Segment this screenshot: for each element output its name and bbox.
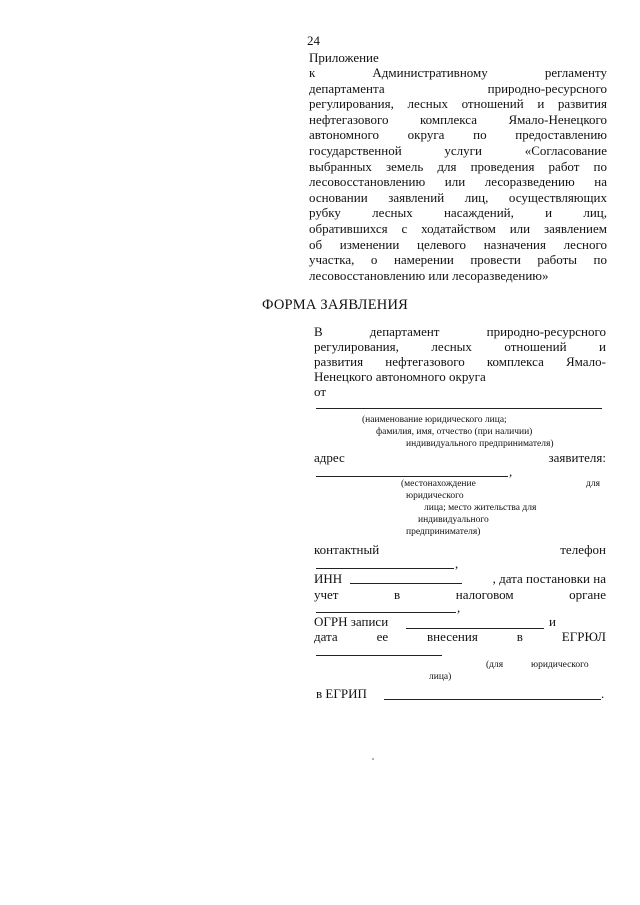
appendix-line: департамента природно-ресурсного	[309, 80, 607, 96]
appendix-line: основании заявлений лиц, осуществляющих	[309, 189, 607, 205]
date-word: внесения	[427, 629, 478, 644]
egrip-line[interactable]	[384, 699, 601, 700]
inn-line[interactable]	[350, 571, 490, 587]
appendix-line: об изменении целевого назначения лесного	[309, 236, 607, 252]
tax-date-line[interactable]	[316, 612, 456, 613]
form-title: ФОРМА ЗАЯВЛЕНИЯ	[262, 297, 408, 313]
applicant-label: заявителя:	[548, 450, 606, 465]
period: .	[601, 686, 605, 701]
tax-word: учет	[314, 587, 339, 602]
location-hint-line: лица; место жительства для	[424, 503, 537, 513]
legal-hint-word: юридического	[531, 660, 589, 670]
address-label: адрес	[314, 450, 345, 465]
address-line[interactable]	[316, 476, 508, 477]
appendix-line: участка, о намерении провести работы по	[309, 252, 607, 268]
inn-row	[314, 571, 606, 587]
location-hint-start: (местонахождение	[401, 479, 476, 489]
legal-hint-end: лица)	[429, 672, 452, 682]
ogrn-label: ОГРН записи	[314, 614, 389, 629]
appendix-line: к Административному регламенту	[309, 65, 607, 80]
date-word: ЕГРЮЛ	[561, 629, 606, 644]
appendix-line: автономного округа по предоставлению	[309, 127, 607, 143]
addressee-line: Ненецкого автономного округа	[314, 369, 486, 384]
name-hint-line: фамилия, имя, отчество (при наличии)	[376, 427, 533, 437]
from-label: от	[314, 384, 327, 399]
inn-label: ИНН	[314, 571, 343, 586]
addressee-block	[314, 324, 606, 384]
legal-hint-word: (для	[486, 660, 504, 670]
date-word: в	[516, 629, 523, 644]
date-word: ее	[376, 629, 389, 644]
location-hint-line: индивидуального	[418, 515, 489, 525]
egrip-label: в ЕГРИП	[316, 686, 367, 701]
phone-label: телефон	[560, 542, 606, 557]
egrul-date-line[interactable]	[316, 655, 442, 656]
location-hint-line: юридического	[406, 491, 464, 501]
applicant-name-line[interactable]	[316, 408, 602, 409]
addressee-line: В департамент природно-ресурсного	[314, 324, 606, 339]
appendix-line: нефтегазового комплекса Ямало-Ненецкого	[309, 111, 607, 127]
scan-speck	[372, 758, 374, 760]
egrul-row	[314, 629, 606, 645]
location-hint-for: для	[586, 479, 600, 489]
date-word: дата	[314, 629, 338, 644]
contact-row	[314, 542, 606, 558]
appendix-line: обратившихся с ходатайством или заявлением	[309, 220, 607, 236]
tax-word: налоговом	[455, 587, 514, 602]
page-number: 24	[307, 33, 320, 48]
name-hint-line: (наименование юридического лица;	[362, 415, 507, 425]
appendix-line: лесовосстановлению или лесоразведению»	[309, 267, 549, 283]
appendix-line: регулирования, лесных отношений и развития	[309, 96, 607, 112]
addressee-line: регулирования, лесных отношений и	[314, 339, 606, 354]
location-hint-line: предпринимателя)	[406, 527, 481, 537]
and-label: и	[549, 614, 556, 629]
tax-word: органе	[569, 587, 606, 602]
appendix-line: рубку лесных насаждений, и лиц,	[309, 205, 607, 221]
addressee-line: развития нефтегазового комплекса Ямало-	[314, 354, 606, 369]
comma: ,	[509, 464, 513, 479]
name-hint-line: индивидуального предпринимателя)	[406, 439, 554, 449]
contact-label: контактный	[314, 542, 380, 557]
tax-word: в	[394, 587, 401, 602]
registration-date-label: , дата постановки на	[492, 571, 606, 586]
appendix-heading: Приложение	[309, 50, 379, 65]
appendix-line: государственной услуги «Согласование	[309, 142, 607, 158]
phone-line[interactable]	[316, 568, 454, 569]
address-row	[314, 450, 606, 466]
appendix-line: выбранных земель для проведения работ по	[309, 158, 607, 174]
comma: ,	[457, 600, 461, 615]
appendix-line: лесовосстановлению или лесоразведению на	[309, 174, 607, 190]
comma: ,	[455, 556, 459, 571]
appendix-text	[309, 65, 607, 283]
